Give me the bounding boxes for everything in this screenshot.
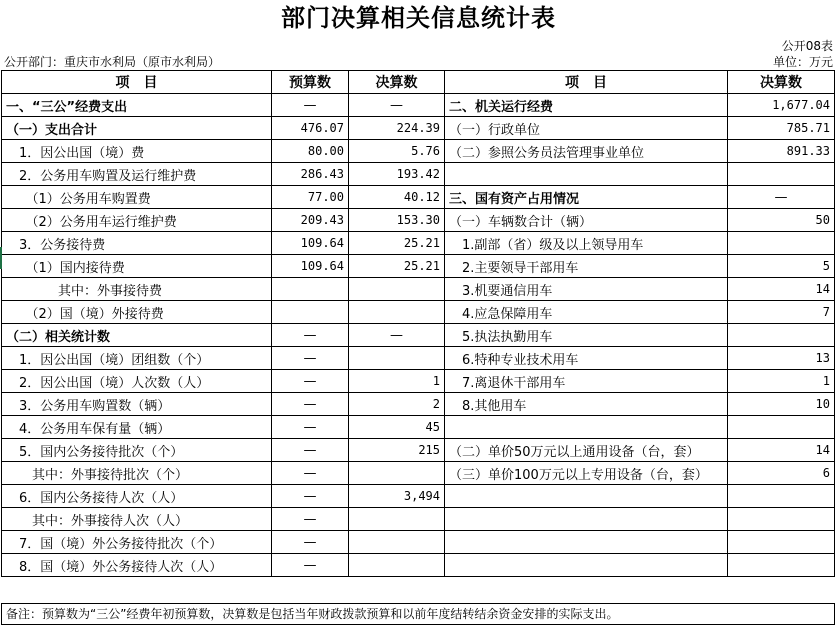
cell-item[interactable]: 3．公务用车购置数（辆）	[2, 393, 272, 416]
cell-final-right[interactable]: 1	[728, 370, 835, 393]
cell-item-right[interactable]: 2.主要领导干部用车	[445, 255, 728, 278]
cell-final-right[interactable]	[728, 416, 835, 439]
cell-final[interactable]: 40.12	[349, 186, 445, 209]
cell-final-right[interactable]	[728, 508, 835, 531]
cell-final-right[interactable]: 13	[728, 347, 835, 370]
cell-final-right[interactable]	[728, 324, 835, 347]
table-row	[2, 140, 835, 163]
cell-item-right[interactable]: 6.特种专业技术用车	[445, 347, 728, 370]
table-row	[2, 324, 835, 347]
cell-final[interactable]	[349, 301, 445, 324]
cell-budget[interactable]: 109.64	[272, 255, 349, 278]
cell-final-right[interactable]	[728, 485, 835, 508]
table-row	[2, 301, 835, 324]
cell-budget[interactable]: —	[272, 554, 349, 577]
cell-item-right[interactable]: 三、国有资产占用情况	[445, 186, 728, 209]
cell-item-right[interactable]	[445, 531, 728, 554]
cell-final-right[interactable]: 50	[728, 209, 835, 232]
cell-item[interactable]: （1）国内接待费	[2, 255, 272, 278]
cell-item[interactable]: 其中：外事接待人次（人）	[2, 508, 272, 531]
cell-budget[interactable]: 80.00	[272, 140, 349, 163]
cell-budget[interactable]: —	[272, 370, 349, 393]
cell-final-right[interactable]	[728, 232, 835, 255]
cell-budget[interactable]	[272, 278, 349, 301]
cell-final[interactable]	[349, 278, 445, 301]
cell-item[interactable]: 6．国内公务接待人次（人）	[2, 485, 272, 508]
department-label: 公开部门：重庆市水利局（原市水利局）	[4, 55, 221, 69]
cell-budget[interactable]: 476.07	[272, 117, 349, 140]
footnote: 备注：预算数为“三公”经费年初预算数，决算数是包括当年财政拨款预算和以前年度结转结余资金安排的实际支出。	[1, 603, 835, 625]
cell-final-right[interactable]: 1,677.04	[728, 94, 835, 117]
cell-item[interactable]: （2）公务用车运行维护费	[2, 209, 272, 232]
cell-final[interactable]	[349, 462, 445, 485]
cell-item-right[interactable]: 7.离退休干部用车	[445, 370, 728, 393]
table-row	[2, 255, 835, 278]
cell-item[interactable]: 7．国（境）外公务接待批次（个）	[2, 531, 272, 554]
cell-final[interactable]	[349, 531, 445, 554]
cell-item-right[interactable]: （三）单价100万元以上专用设备（台，套）	[445, 462, 728, 485]
cell-final[interactable]	[349, 347, 445, 370]
cell-final[interactable]: 25.21	[349, 232, 445, 255]
cell-final[interactable]: 215	[349, 439, 445, 462]
cell-final-right[interactable]: 6	[728, 462, 835, 485]
row-selection-marker	[0, 247, 2, 269]
cell-final[interactable]	[349, 554, 445, 577]
table-row	[2, 393, 835, 416]
cell-item-right[interactable]: 二、机关运行经费	[445, 94, 728, 117]
cell-item[interactable]: 1．因公出国（境）团组数（个）	[2, 347, 272, 370]
cell-budget[interactable]: —	[272, 347, 349, 370]
cell-final[interactable]: —	[349, 324, 445, 347]
cell-budget[interactable]: —	[272, 439, 349, 462]
cell-final[interactable]	[349, 508, 445, 531]
table-row	[2, 462, 835, 485]
cell-item[interactable]: 8．国（境）外公务接待人次（人）	[2, 554, 272, 577]
cell-item-right[interactable]: 1.副部（省）级及以上领导用车	[445, 232, 728, 255]
cell-final-right[interactable]	[728, 531, 835, 554]
cell-budget[interactable]: 286.43	[272, 163, 349, 186]
cell-budget[interactable]: 209.43	[272, 209, 349, 232]
cell-item-right[interactable]	[445, 163, 728, 186]
cell-budget[interactable]: —	[272, 393, 349, 416]
cell-final-right[interactable]: —	[728, 186, 835, 209]
cell-final-right[interactable]	[728, 163, 835, 186]
cell-item[interactable]: （二）相关统计数	[2, 324, 272, 347]
cell-item-right[interactable]: 5.执法执勤用车	[445, 324, 728, 347]
cell-final[interactable]: 5.76	[349, 140, 445, 163]
cell-final-right[interactable]: 891.33	[728, 140, 835, 163]
cell-budget[interactable]: —	[272, 94, 349, 117]
cell-budget[interactable]	[272, 301, 349, 324]
cell-budget[interactable]: 109.64	[272, 232, 349, 255]
cell-final[interactable]: 3,494	[349, 485, 445, 508]
cell-item[interactable]: 1．因公出国（境）费	[2, 140, 272, 163]
table-row	[2, 94, 835, 117]
cell-budget[interactable]: —	[272, 485, 349, 508]
cell-final-right[interactable]: 5	[728, 255, 835, 278]
table-body	[2, 94, 835, 577]
unit-label: 单位：万元	[772, 55, 833, 69]
cell-item-right[interactable]: （二）参照公务员法管理事业单位	[445, 140, 728, 163]
table-row	[2, 278, 835, 301]
cell-item[interactable]: 其中：外事接待批次（个）	[2, 462, 272, 485]
page-title: 部门决算相关信息统计表	[281, 3, 556, 32]
stats-table	[1, 70, 835, 577]
table-row	[2, 370, 835, 393]
cell-item[interactable]: 一、“三公”经费支出	[2, 94, 272, 117]
cell-budget[interactable]: —	[272, 324, 349, 347]
cell-item-right[interactable]: 4.应急保障用车	[445, 301, 728, 324]
table-row	[2, 531, 835, 554]
table-row	[2, 163, 835, 186]
cell-final[interactable]: 193.42	[349, 163, 445, 186]
cell-final[interactable]: 1	[349, 370, 445, 393]
cell-item-right[interactable]	[445, 554, 728, 577]
cell-budget[interactable]: —	[272, 531, 349, 554]
cell-final-right[interactable]: 14	[728, 439, 835, 462]
cell-final[interactable]: —	[349, 94, 445, 117]
cell-item-right[interactable]: （二）单价50万元以上通用设备（台，套）	[445, 439, 728, 462]
cell-final[interactable]: 45	[349, 416, 445, 439]
cell-item[interactable]: （2）国（境）外接待费	[2, 301, 272, 324]
table-row	[2, 209, 835, 232]
header-final: 决算数	[349, 71, 445, 94]
cell-item[interactable]: （1）公务用车购置费	[2, 186, 272, 209]
cell-item[interactable]: 5．国内公务接待批次（个）	[2, 439, 272, 462]
table-row	[2, 186, 835, 209]
cell-item-right[interactable]	[445, 485, 728, 508]
header-item-right: 项 目	[445, 71, 728, 94]
table-row	[2, 416, 835, 439]
table-row	[2, 439, 835, 462]
cell-final[interactable]: 224.39	[349, 117, 445, 140]
cell-final-right[interactable]: 785.71	[728, 117, 835, 140]
cell-item-right[interactable]: 8.其他用车	[445, 393, 728, 416]
header-final-right: 决算数	[728, 71, 835, 94]
header-budget: 预算数	[272, 71, 349, 94]
cell-final[interactable]: 25.21	[349, 255, 445, 278]
cell-item[interactable]: 4．公务用车保有量（辆）	[2, 416, 272, 439]
cell-budget[interactable]: 77.00	[272, 186, 349, 209]
cell-item[interactable]: 3．公务接待费	[2, 232, 272, 255]
cell-final-right[interactable]	[728, 554, 835, 577]
cell-budget[interactable]: —	[272, 462, 349, 485]
cell-final[interactable]: 2	[349, 393, 445, 416]
cell-item-right[interactable]: （一）车辆数合计（辆）	[445, 209, 728, 232]
cell-budget[interactable]: —	[272, 508, 349, 531]
table-header-row	[2, 71, 835, 94]
cell-item[interactable]: 2．公务用车购置及运行维护费	[2, 163, 272, 186]
cell-item[interactable]: （一）支出合计	[2, 117, 272, 140]
cell-item-right[interactable]: 3.机要通信用车	[445, 278, 728, 301]
cell-budget[interactable]: —	[272, 416, 349, 439]
form-code: 公开08表	[781, 39, 833, 53]
table-row	[2, 232, 835, 255]
cell-final[interactable]: 153.30	[349, 209, 445, 232]
header-item: 项 目	[2, 71, 272, 94]
cell-item-right[interactable]	[445, 508, 728, 531]
cell-item[interactable]: 2．因公出国（境）人次数（人）	[2, 370, 272, 393]
cell-item-right[interactable]	[445, 416, 728, 439]
cell-item[interactable]: 其中：外事接待费	[2, 278, 272, 301]
table-row	[2, 117, 835, 140]
table-row	[2, 347, 835, 370]
cell-final-right[interactable]: 14	[728, 278, 835, 301]
table-row	[2, 485, 835, 508]
cell-final-right[interactable]: 10	[728, 393, 835, 416]
table-row	[2, 554, 835, 577]
cell-item-right[interactable]: （一）行政单位	[445, 117, 728, 140]
table-row	[2, 508, 835, 531]
cell-final-right[interactable]: 7	[728, 301, 835, 324]
